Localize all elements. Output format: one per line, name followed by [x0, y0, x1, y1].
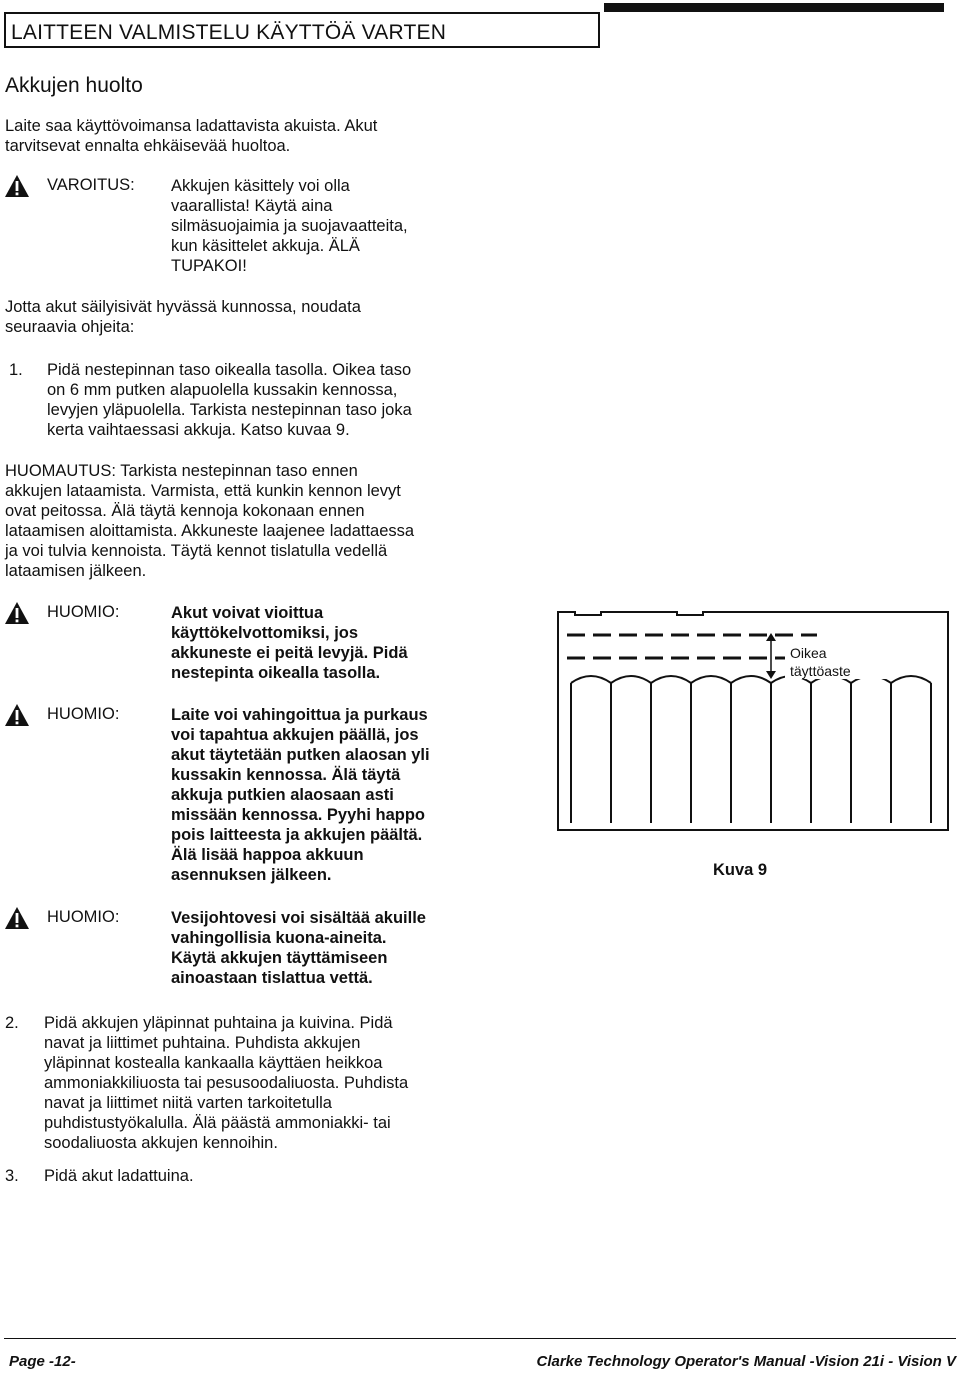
caution-label: HUOMIO:	[47, 908, 120, 926]
caution-text	[171, 705, 430, 885]
figure-caption: Kuva 9	[713, 861, 768, 879]
caution-line: voi tapahtua akkujen päällä, jos	[171, 726, 419, 744]
caution-line: kussakin kennossa. Älä täytä	[171, 766, 401, 784]
page-title: LAITTEEN VALMISTELU KÄYTTÖÄ VARTEN	[11, 21, 447, 44]
step1-line: levyjen yläpuolella. Tarkista nestepinnan taso joka	[47, 401, 412, 419]
figure-annotation-line: täyttöaste	[790, 663, 851, 679]
step3-text: Pidä akut ladattuina.	[44, 1167, 194, 1185]
intro-line: Laite saa käyttövoimansa ladattavista akuista. Akut	[5, 117, 378, 135]
caution-label: HUOMIO:	[47, 705, 120, 723]
figure-annotation	[790, 644, 851, 680]
caution-line: missään kennossa. Pyyhi happo	[171, 806, 426, 824]
section-heading: Akkujen huolto	[5, 74, 143, 97]
warning-icon	[4, 174, 30, 198]
step1-number: 1.	[9, 361, 23, 379]
step1-text	[47, 360, 412, 440]
caution-line: asennuksen jälkeen.	[171, 866, 332, 884]
caution-line: vahingollisia kuona-aineita.	[171, 929, 387, 947]
caution-text	[171, 603, 408, 683]
note-line: HUOMAUTUS: Tarkista nestepinnan taso ennen	[5, 462, 358, 480]
note-line: ovat peitossa. Älä täytä kennoja kokonaan ennen	[5, 502, 365, 520]
warning-icon	[4, 906, 30, 930]
warning-line: kun käsittelet akkuja. ÄLÄ	[171, 237, 360, 255]
step2-number: 2.	[5, 1014, 19, 1032]
caution-text	[171, 908, 426, 988]
warning-icon	[4, 601, 30, 625]
step2-line: navat ja liittimet niitä varten tarkoitetulla	[44, 1094, 332, 1112]
step2-line: Pidä akkujen yläpinnat puhtaina ja kuivina. Pidä	[44, 1014, 393, 1032]
step2-line: navat ja liittimet puhtaina. Puhdista akkujen	[44, 1034, 361, 1052]
figure-annotation-line: Oikea	[790, 645, 827, 661]
caution-line: Laite voi vahingoittua ja purkaus	[171, 706, 428, 724]
caution-line: pois laitteesta ja akkujen päältä.	[171, 826, 423, 844]
caution-line: akkuneste ei peitä levyjä. Pidä	[171, 644, 408, 662]
caution-line: ainoastaan tislattua vettä.	[171, 969, 373, 987]
note-line: lataamisen aloittamista. Akkuneste laajenee ladattaessa	[5, 522, 415, 540]
guide-line: seuraavia ohjeita:	[5, 318, 135, 336]
step1-line: on 6 mm putken alapuolella kussakin kennossa,	[47, 381, 398, 399]
step2-line: puhdistustyökalulla. Älä päästä ammoniakki- tai	[44, 1114, 391, 1132]
warning-label: VAROITUS:	[47, 176, 135, 194]
guide-line: Jotta akut säilyisivät hyvässä kunnossa, noudata	[5, 298, 361, 316]
warning-line: vaarallista! Käytä aina	[171, 197, 333, 215]
step2-text	[44, 1013, 408, 1153]
warning-line: silmäsuojaimia ja suojavaatteita,	[171, 217, 408, 235]
warning-text	[171, 176, 408, 276]
warning-icon	[4, 703, 30, 727]
page-title-box	[4, 12, 600, 48]
step2-line: soodaliuosta akkujen kennoihin.	[44, 1134, 278, 1152]
header-rule	[604, 3, 944, 12]
note-line: akkujen lataamista. Varmista, että kunkin kennon levyt	[5, 482, 401, 500]
note-line: lataamisen jälkeen.	[5, 562, 147, 580]
caution-line: akkuja putkien alaosaan asti	[171, 786, 394, 804]
intro-paragraph	[5, 116, 377, 156]
footer-manual-title: Clarke Technology Operator's Manual -Vision 21i - Vision V	[536, 1353, 956, 1370]
caution-line: käyttökelvottomiksi, jos	[171, 624, 359, 642]
note-paragraph	[5, 461, 414, 581]
step3-number: 3.	[5, 1167, 19, 1185]
step2-line: ammoniakkiliuosta tai pesusoodaliuosta. Puhdista	[44, 1074, 409, 1092]
caution-line: Älä lisää happoa akkuun	[171, 846, 364, 864]
guide-paragraph	[5, 297, 361, 337]
step1-line: Pidä nestepinnan taso oikealla tasolla. Oikea taso	[47, 361, 412, 379]
footer-rule	[4, 1338, 956, 1339]
caution-line: Vesijohtovesi voi sisältää akuille	[171, 909, 426, 927]
step2-line: yläpinnat kostealla kankaalla käyttäen heikkoa	[44, 1054, 383, 1072]
warning-line: TUPAKOI!	[171, 257, 247, 275]
intro-line: tarvitsevat ennalta ehkäisevää huoltoa.	[5, 137, 291, 155]
step1-line: kerta vaihtaessasi akkuja. Katso kuvaa 9.	[47, 421, 350, 439]
footer-page-number: Page -12-	[9, 1353, 76, 1370]
caution-line: Akut voivat vioittua	[171, 604, 324, 622]
caution-line: nestepinta oikealla tasolla.	[171, 664, 381, 682]
caution-label: HUOMIO:	[47, 603, 120, 621]
caution-line: akut täytetään putken alaosan yli	[171, 746, 430, 764]
warning-line: Akkujen käsittely voi olla	[171, 177, 350, 195]
note-line: ja voi tulvia kennoista. Täytä kennot tislatulla vedellä	[5, 542, 388, 560]
caution-line: Käytä akkujen täyttämiseen	[171, 949, 388, 967]
battery-cell-diagram	[557, 611, 949, 831]
